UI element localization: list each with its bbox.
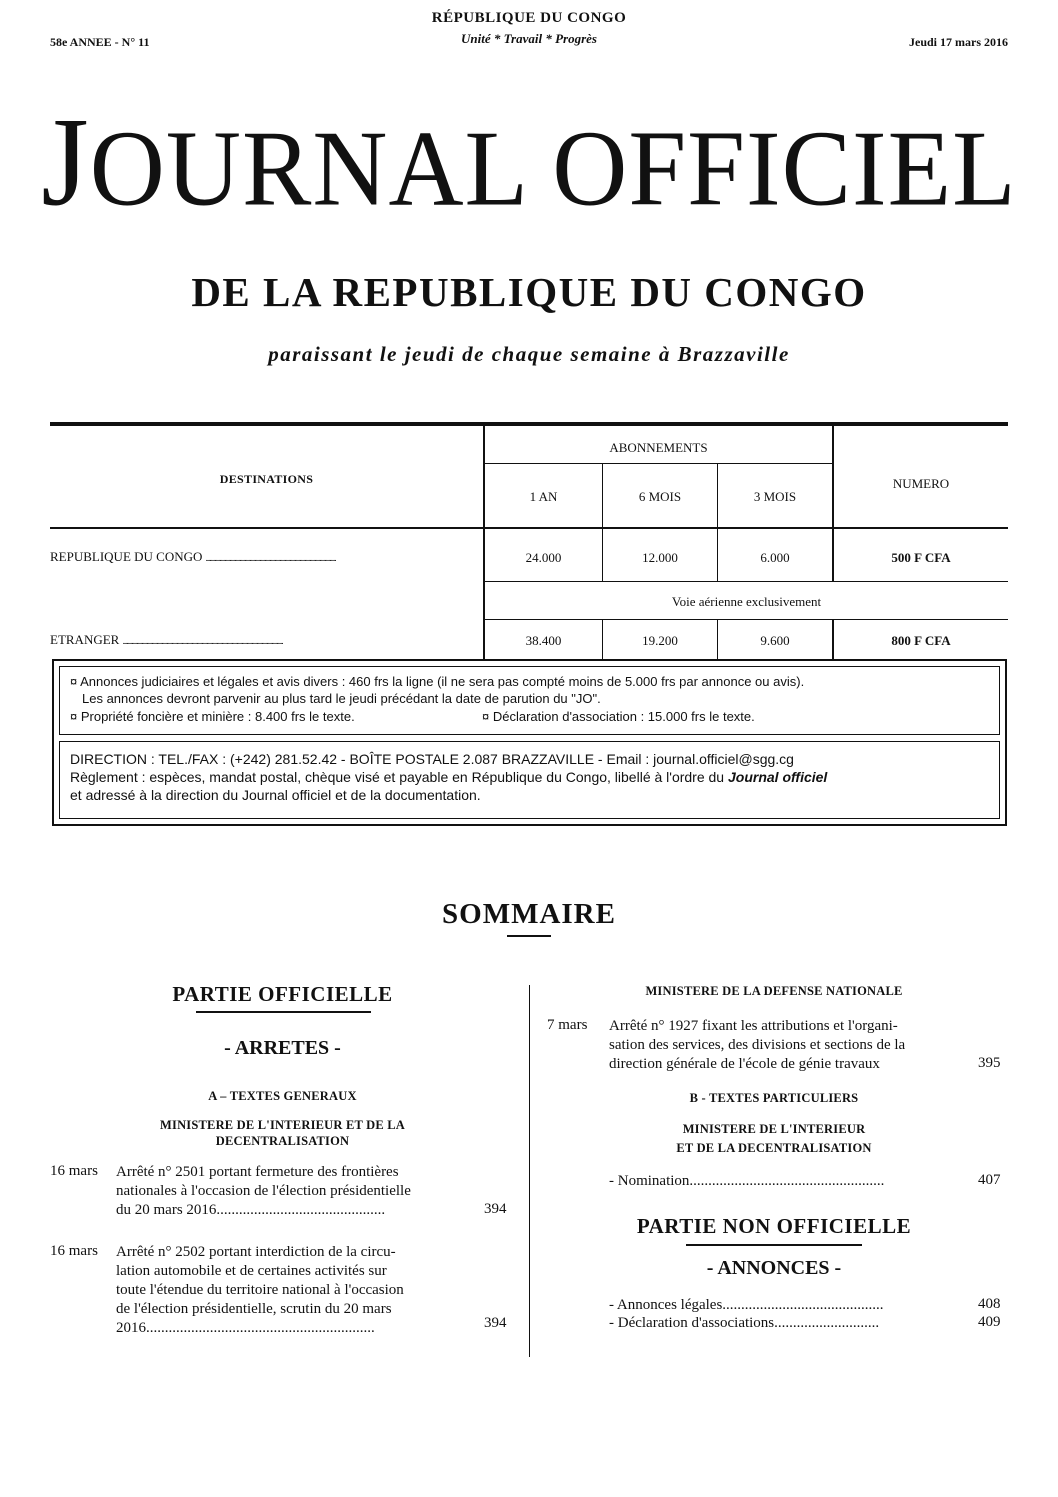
journal-tagline: paraissant le jeudi de chaque semaine à Brazzaville (268, 342, 790, 366)
abonnements-header: ABONNEMENTS (609, 440, 708, 455)
notice-deadline: Les annonces devront parvenir au plus tard le jeudi précédant la date de parution du "JO". (82, 691, 601, 706)
textes-particuliers-heading: B - TEXTES PARTICULIERS (689, 1091, 859, 1105)
etranger-6mois: 19.200 (642, 633, 678, 648)
issue-date: Jeudi 17 mars 2016 (909, 35, 1008, 49)
issue-number: 58e ANNEE - N° 11 (50, 35, 150, 49)
nomination-page: 407 (978, 1172, 1001, 1188)
voie-aerienne: Voie aérienne exclusivement (671, 594, 822, 609)
notice-propriete: ¤ Propriété foncière et minière : 8.400 frs le texte. (70, 709, 355, 724)
ministere-interieur-heading-2: ET DE LA DECENTRALISATION (676, 1141, 872, 1155)
etranger-3mois: 9.600 (760, 633, 790, 648)
partie-non-officielle-heading: PARTIE NON OFFICIELLE (636, 1214, 912, 1238)
col-1an: 1 AN (529, 489, 558, 504)
journal-title (0, 92, 1058, 233)
subscription-table (50, 422, 1008, 657)
row-congo-label: REPUBLIQUE DU CONGO ........................................................................................................ (50, 549, 336, 564)
adresse-text: et adressé à la direction du Journal officiel et de la documentation. (70, 787, 481, 803)
title-initial: J (41, 92, 90, 233)
col-6mois: 6 MOIS (638, 489, 682, 504)
journal-subtitle: DE LA REPUBLIQUE DU CONGO (191, 269, 867, 315)
congo-1an: 24.000 (525, 550, 562, 565)
ministere-defense-heading: MINISTERE DE LA DEFENSE NATIONALE (645, 984, 903, 998)
ministere-interieur-heading: MINISTERE DE L'INTERIEUR ET DE LA DECENTRALISATION (160, 1118, 405, 1148)
reglement-text: Règlement : espèces, mandat postal, chèque visé et payable en République du Congo, libellé à l'ordre du Journal officiel (70, 769, 828, 785)
col-3mois: 3 MOIS (753, 489, 797, 504)
notice-association: ¤ Déclaration d'association : 15.000 frs le texte. (482, 709, 755, 724)
partie-officielle-heading: PARTIE OFFICIELLE (172, 982, 393, 1006)
annonces-heading: - ANNONCES - (706, 1257, 842, 1279)
entry-1927-date: 7 mars (547, 1017, 588, 1033)
sommaire-title: SOMMAIRE (442, 898, 616, 930)
row-etranger-label: ETRANGER ................................................................................................................................ (50, 632, 283, 647)
entry-2502-page: 394 (484, 1315, 507, 1331)
pricing-notice-box (59, 666, 1000, 735)
congo-6mois: 12.000 (642, 550, 678, 565)
entry-2501-date: 16 mars (50, 1163, 98, 1179)
nomination-entry: - Nomination.................................................... (609, 1173, 885, 1189)
arretes-heading: - ARRETES - (224, 1037, 341, 1059)
textes-generaux-heading: A – TEXTES GENERAUX (208, 1089, 357, 1103)
etranger-1an: 38.400 (525, 633, 562, 648)
ministere-interieur-heading-1: MINISTERE DE L'INTERIEUR (682, 1122, 866, 1136)
declaration-page: 409 (978, 1314, 1001, 1330)
congo-numero: 500 F CFA (891, 550, 951, 565)
entry-2501-page: 394 (484, 1201, 507, 1217)
entry-2501-text: Arrêté n° 2501 portant fermeture des frontières nationales à l'occasion de l'élection présidentielle du 20 mars 2016............................................. (116, 1164, 411, 1218)
destinations-header: DESTINATIONS (219, 472, 314, 486)
direction-contact: DIRECTION : TEL./FAX : (+242) 281.52.42 - BOÎTE POSTALE 2.087 BRAZZAVILLE - Email : journal.officiel@sgg.cg (70, 751, 794, 767)
notices-frame (52, 659, 1007, 826)
entry-1927-page: 395 (978, 1055, 1001, 1071)
annonces-legales-page: 408 (978, 1296, 1001, 1312)
title-rest: OURNAL OFFICIEL (89, 108, 1017, 229)
direction-box (59, 741, 1000, 819)
entry-1927-text: Arrêté n° 1927 fixant les attributions et l'organi- sation des services, des divisions et sections de la direction générale de l'école de génie travaux (609, 1018, 906, 1072)
annonces-legales-entry: - Annonces légales........................................... (609, 1297, 884, 1313)
notice-annonces: ¤ Annonces judiciaires et légales et avis divers : 460 frs la ligne (il ne sera pas compté moins de 5.000 frs par annonce ou avis). (70, 674, 805, 689)
declaration-entry: - Déclaration d'associations............................ (609, 1315, 880, 1331)
numero-header: NUMERO (892, 476, 950, 491)
congo-3mois: 6.000 (760, 550, 790, 565)
entry-2502-text: Arrêté n° 2502 portant interdiction de la circu- lation automobile et de certaines activités sur toute l'étendue du territoire national à l'occasion de l'élection présidentielle, scrutin du 20 mars 2016............................................................. (116, 1244, 404, 1336)
etranger-numero: 800 F CFA (891, 633, 951, 648)
republic-heading: RÉPUBLIQUE DU CONGO (431, 10, 627, 26)
entry-2502-date: 16 mars (50, 1243, 98, 1259)
national-motto: Unité * Travail * Progrès (460, 31, 597, 46)
